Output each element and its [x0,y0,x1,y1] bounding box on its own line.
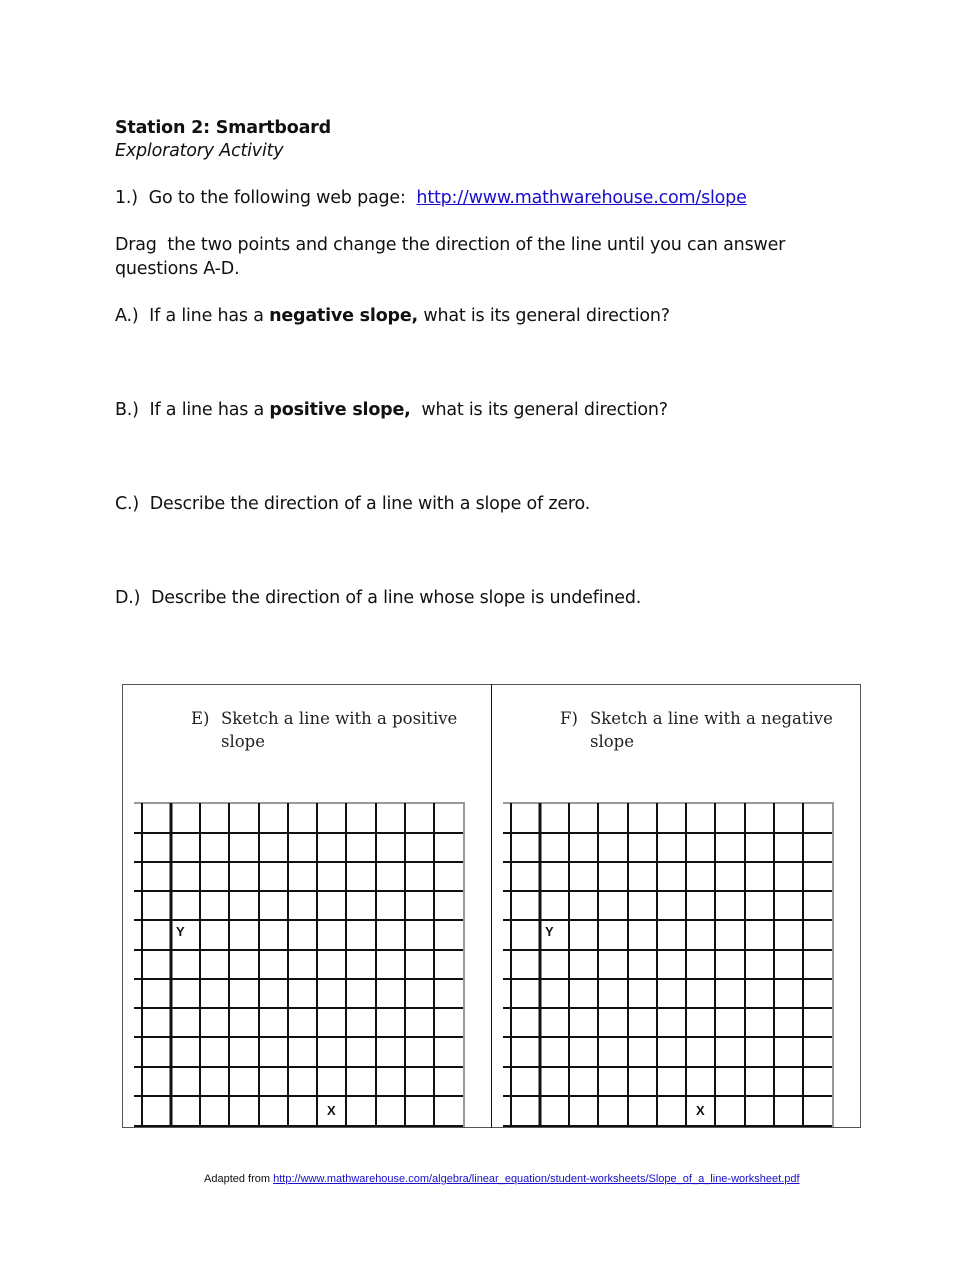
instructions-line-2: questions A-D. [115,259,240,279]
question-b-bold: positive slope, [269,400,411,420]
table-divider [491,684,492,1128]
question-c: C.) Describe the direction of a line with a slope of zero. [115,494,591,514]
sketch-e-label: E) [191,709,210,728]
step-1-text: 1.) Go to the following web page: [115,188,417,208]
step-1 [115,188,747,208]
question-a-post: what is its general direction? [417,306,670,326]
instructions-line-1: Drag the two points and change the direction of the line until you can answer [115,235,786,255]
footer-credit [204,1173,800,1185]
sketch-f-line1: Sketch a line with a negative [590,709,833,728]
footer-prefix: Adapted from [204,1173,274,1185]
footer-source-link[interactable]: http://www.mathwarehouse.com/algebra/linear_equation/student-worksheets/Slope_of_a_line-worksheet.pdf [273,1173,800,1185]
grid-f[interactable] [503,801,837,1131]
sketch-e-line2: slope [221,732,266,751]
question-b-post: what is its general direction? [410,400,668,420]
question-d: D.) Describe the direction of a line whose slope is undefined. [115,588,642,608]
station-subtitle: Exploratory Activity [115,141,284,161]
question-b-pre: B.) If a line has a [115,400,270,420]
x-axis-label: X [696,1103,705,1118]
y-axis-label: Y [545,924,554,939]
question-a-bold: negative slope, [269,306,418,326]
grid-e[interactable] [134,801,468,1131]
question-b [115,400,668,420]
sketch-e-line1: Sketch a line with a positive [221,709,458,728]
x-axis-label: X [327,1103,336,1118]
sketch-f-line2: slope [590,732,635,751]
mathwarehouse-slope-link[interactable]: http://www.mathwarehouse.com/slope [416,188,747,208]
station-title: Station 2: Smartboard [115,118,331,138]
question-a [115,306,670,326]
question-a-pre: A.) If a line has a [115,306,270,326]
sketch-f-label: F) [560,709,578,728]
y-axis-label: Y [176,924,185,939]
